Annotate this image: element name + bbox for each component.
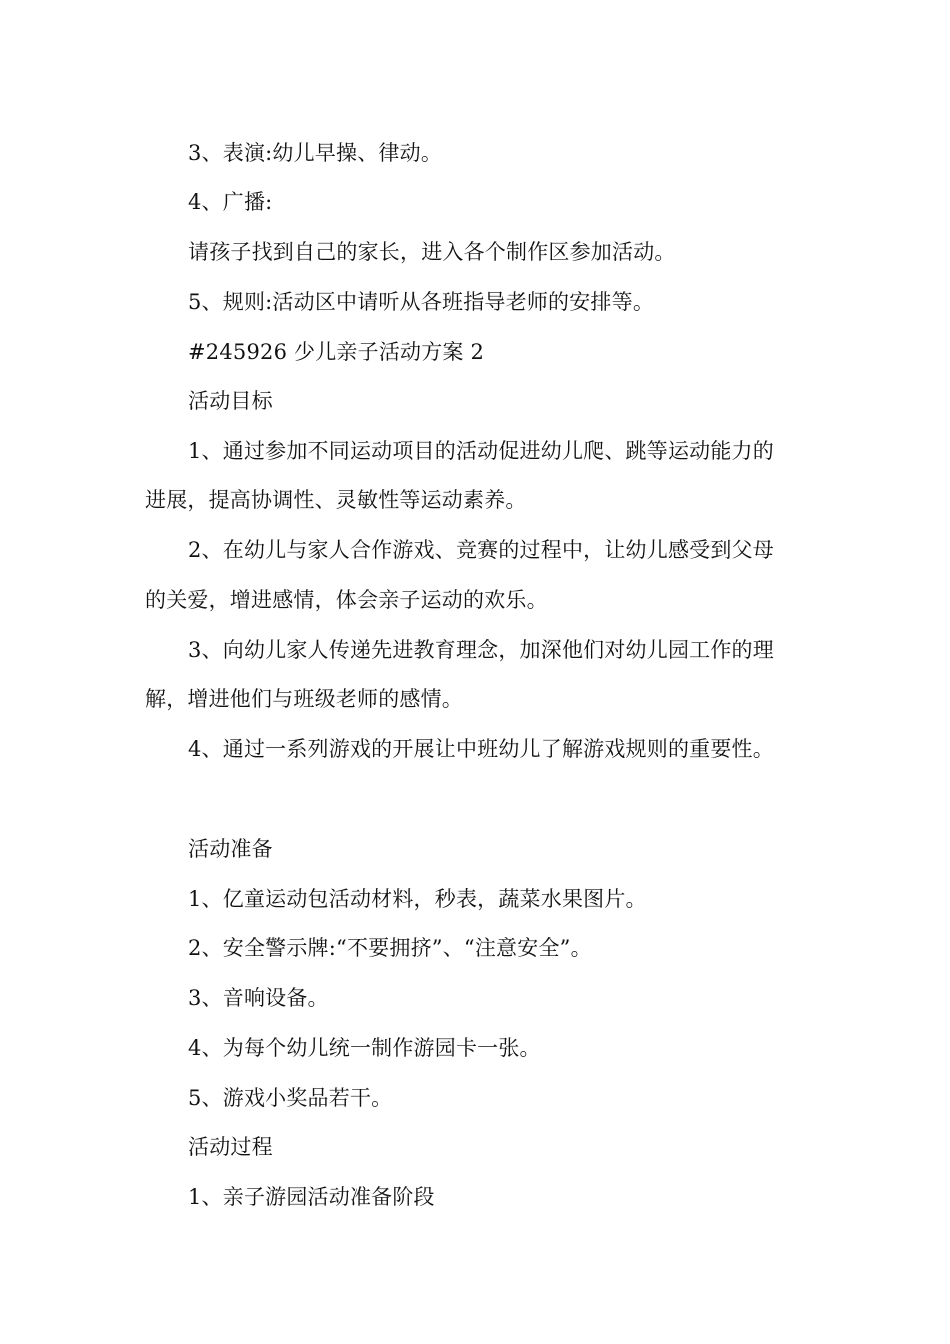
text-line-performance: 3、表演:幼儿早操、律动。 — [188, 141, 443, 165]
text-line-goal-1b: 进展，提高协调性、灵敏性等运动素养。 — [145, 488, 527, 512]
text-line-goal-4: 4、通过一系列游戏的开展让中班幼儿了解游戏规则的重要性。 — [188, 737, 774, 761]
text-line-prep-3: 3、音响设备。 — [188, 986, 329, 1010]
heading-activity-preparation: 活动准备 — [188, 837, 273, 861]
text-line-goal-2a: 2、在幼儿与家人合作游戏、竞赛的过程中，让幼儿感受到父母 — [188, 538, 774, 562]
text-line-goal-2b: 的关爱，增进感情，体会亲子运动的欢乐。 — [145, 588, 548, 612]
text-line-find-parents: 请孩子找到自己的家长，进入各个制作区参加活动。 — [188, 240, 676, 264]
text-line-process-1: 1、亲子游园活动准备阶段 — [188, 1185, 435, 1209]
text-line-goal-1a: 1、通过参加不同运动项目的活动促进幼儿爬、跳等运动能力的 — [188, 439, 774, 463]
section-title-plan-2: #245926 少儿亲子活动方案 2 — [188, 340, 485, 364]
text-line-goal-3a: 3、向幼儿家人传递先进教育理念，加深他们对幼儿园工作的理 — [188, 638, 774, 662]
heading-activity-process: 活动过程 — [188, 1135, 273, 1159]
text-line-broadcast: 4、广播: — [188, 190, 273, 214]
text-line-goal-3b: 解，增进他们与班级老师的感情。 — [145, 687, 463, 711]
text-line-prep-4: 4、为每个幼儿统一制作游园卡一张。 — [188, 1036, 541, 1060]
heading-activity-goals: 活动目标 — [188, 389, 273, 413]
text-line-prep-5: 5、游戏小奖品若干。 — [188, 1086, 393, 1110]
text-line-prep-2: 2、安全警示牌:“不要拥挤”、“注意安全”。 — [188, 936, 592, 960]
text-line-prep-1: 1、亿童运动包活动材料，秒表，蔬菜水果图片。 — [188, 887, 647, 911]
text-line-rules: 5、规则:活动区中请听从各班指导老师的安排等。 — [188, 290, 655, 314]
